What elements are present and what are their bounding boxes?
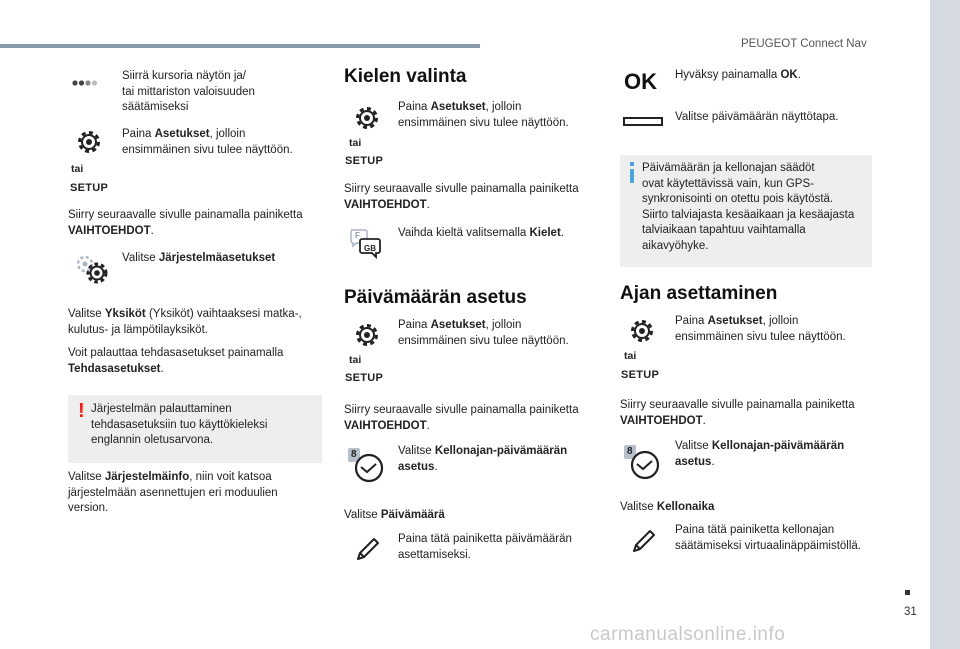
or-label: tai <box>349 354 362 366</box>
watermark: carmanualsonline.info <box>590 624 786 645</box>
section-title-language: Kielen valinta <box>344 66 467 87</box>
date-format-text: Valitse päivämäärän näyttötapa. <box>675 111 839 123</box>
next-page-text: Siirry seuraavalle sivulle painamalla painiketta VAIHTOEHDOT. <box>344 183 579 211</box>
select-system-settings-text: Valitse Järjestelmäasetukset <box>122 252 276 264</box>
setup-button-label: SETUP <box>70 182 109 194</box>
units-text: Valitse Yksiköt (Yksiköt) vaihtaaksesi matka-, kulutus- ja lämpötilayksiköt. <box>68 308 302 336</box>
info-note-text: Päivämäärän ja kellonajan säädöt ovat käytettävissä vain, kun GPS- synkronisointi on otettu pois käytöstä. Siirto talviajasta kesäaikaan ja kesäajasta talviaikaan tapahtuu vaihtamalla aikavyöhyke. <box>642 162 855 252</box>
confirm-ok-text: Hyväksy painamalla OK. <box>675 69 801 81</box>
section-title-time: Ajan asettaminen <box>620 283 778 304</box>
press-settings-text: Paina Asetukset, jolloin ensimmäinen sivu tulee näyttöön. <box>122 128 293 156</box>
clock-badge-label: 8 <box>627 446 633 457</box>
cursor-dots-icon <box>72 79 98 87</box>
or-label: tai <box>71 163 84 175</box>
input-field-icon <box>623 117 663 127</box>
press-settings-text: Paina Asetukset, jolloin ensimmäinen sivu tulee näyttöön. <box>398 101 569 129</box>
page-side-tab <box>930 0 960 649</box>
running-header: PEUGEOT Connect Nav <box>741 38 867 50</box>
section-title-date: Päivämäärän asetus <box>344 287 527 308</box>
pen-icon <box>352 535 382 565</box>
select-time-text: Valitse Kellonaika <box>620 501 715 513</box>
next-page-text: Siirry seuraavalle sivulle painamalla painiketta VAIHTOEHDOT. <box>344 404 579 432</box>
pen-icon <box>628 527 658 557</box>
warning-text: Järjestelmän palauttaminen tehdasasetuksiin tuo käyttökieleksi englannin oletusarvona. <box>91 403 268 446</box>
press-settings-text: Paina Asetukset, jolloin ensimmäinen sivu tulee näyttöön. <box>675 315 846 343</box>
setup-button-label: SETUP <box>345 372 384 384</box>
clock-badge-label: 8 <box>351 449 357 460</box>
or-label: tai <box>624 350 637 362</box>
change-language-text: Vaihda kieltä valitsemalla Kielet. <box>398 227 564 239</box>
factory-reset-text: Voit palauttaa tehdasasetukset painamalla Tehdasasetukset. <box>68 347 284 375</box>
select-clock-date-text: Valitse Kellonajan-päivämäärän asetus. <box>398 445 568 473</box>
language-flag-icon <box>348 227 382 259</box>
pen-date-text: Paina tätä painiketta päivämäärän asettamiseksi. <box>398 533 572 561</box>
setup-button-label: SETUP <box>621 369 660 381</box>
pen-time-text: Paina tätä painiketta kellonajan säätämiseksi virtuaalinäppäimistöllä. <box>675 524 861 552</box>
page-marker <box>905 590 910 595</box>
settings-gear-icon <box>76 129 102 155</box>
header-bar <box>0 44 480 48</box>
page-number: 31 <box>904 606 917 618</box>
press-settings-text: Paina Asetukset, jolloin ensimmäinen sivu tulee näyttöön. <box>398 319 569 347</box>
system-settings-gears-icon <box>73 253 111 285</box>
next-page-text: Siirry seuraavalle sivulle painamalla painiketta VAIHTOEHDOT. <box>68 209 303 237</box>
setup-button-label: SETUP <box>345 155 384 167</box>
flag-gb-label: GB <box>364 244 376 253</box>
next-page-text: Siirry seuraavalle sivulle painamalla painiketta VAIHTOEHDOT. <box>620 399 855 427</box>
settings-gear-icon <box>354 322 380 348</box>
cursor-text: Siirrä kursoria näytön ja/ tai mittariston valoisuuden säätämiseksi <box>122 70 255 113</box>
flag-f-label: F <box>355 231 360 240</box>
settings-gear-icon <box>354 105 380 131</box>
system-info-text: Valitse Järjestelmäinfo, niin voit katsoa järjestelmään asennettujen eri moduulien version. <box>68 471 278 514</box>
ok-icon: OK <box>624 69 657 94</box>
select-date-text: Valitse Päivämäärä <box>344 509 445 521</box>
settings-gear-icon <box>629 318 655 344</box>
select-clock-date-text: Valitse Kellonajan-päivämäärän asetus. <box>675 440 845 468</box>
info-icon <box>628 162 636 184</box>
warning-icon: ! <box>78 400 85 422</box>
or-label: tai <box>349 137 362 149</box>
